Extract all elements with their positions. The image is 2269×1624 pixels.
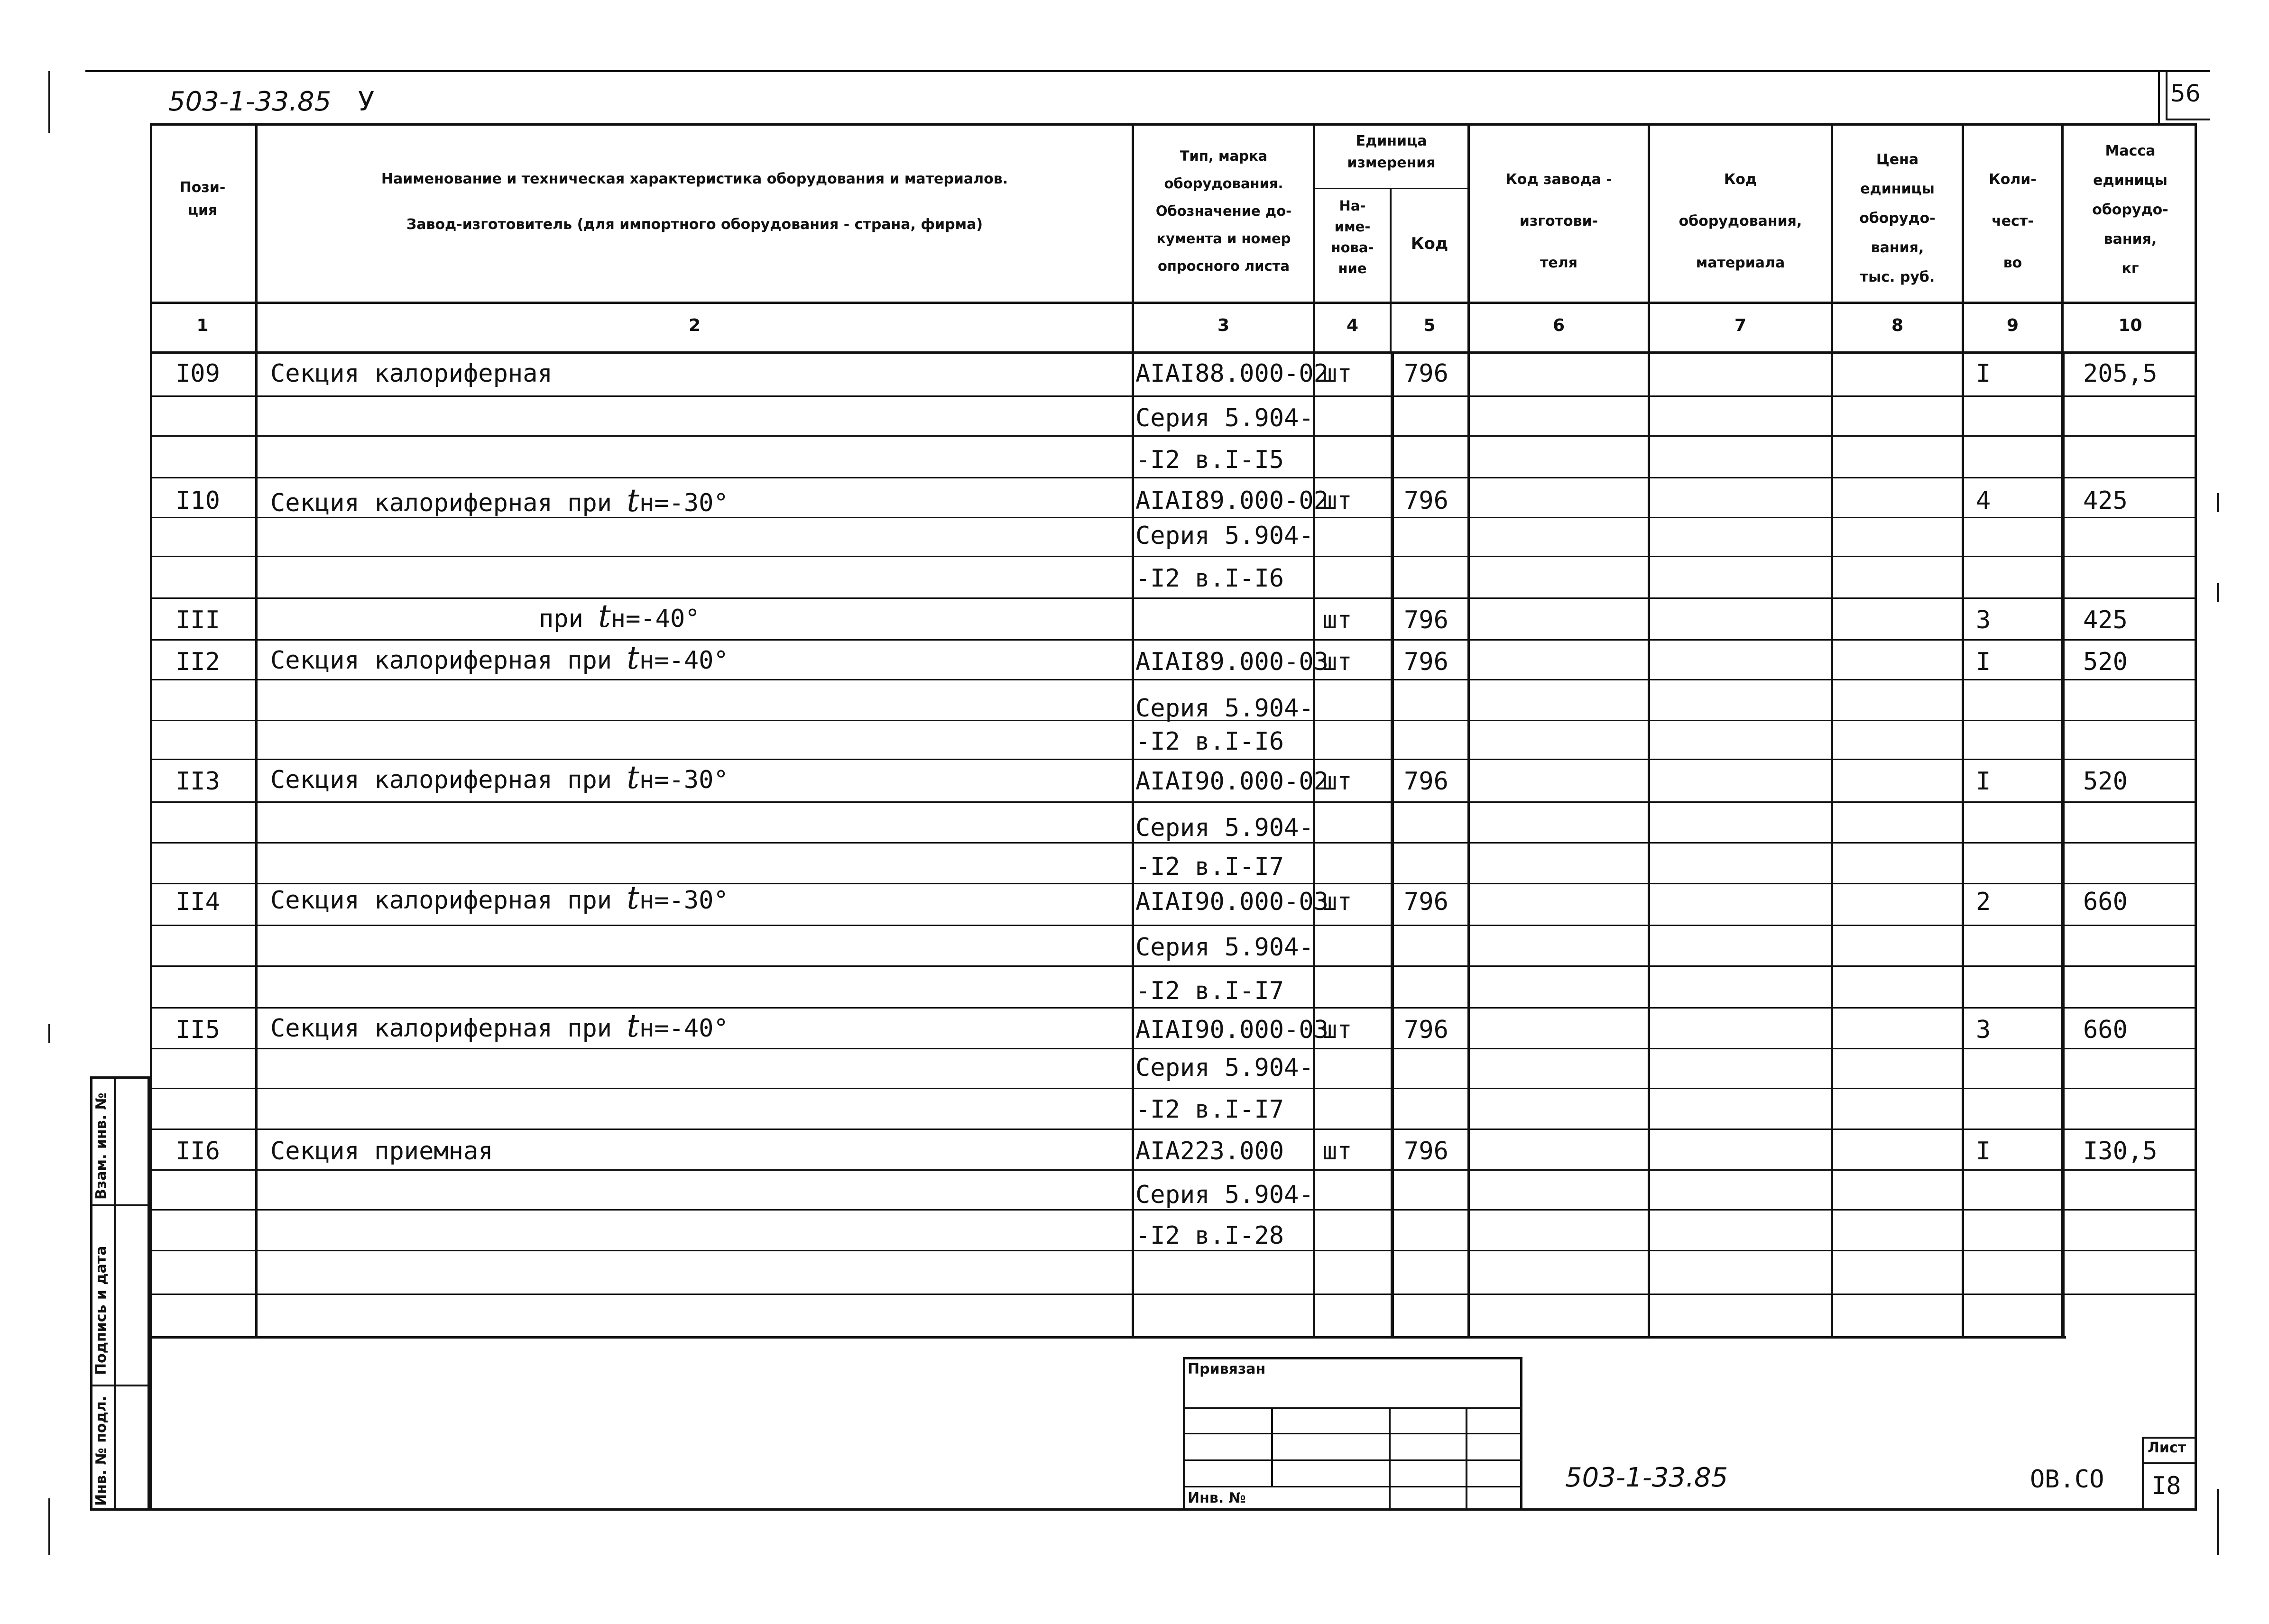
item-doc: Серия 5.904- [1135, 522, 1314, 550]
item-name [270, 880, 729, 916]
col-header-type: Тип, марка оборудования. Обозначение до- кумента и номер опросного листа [1155, 148, 1292, 274]
stamp-doc-suffix: ОВ.СО [2030, 1465, 2104, 1494]
item-unit: шт [1322, 486, 1352, 515]
binding-stamp-row [1183, 1486, 1522, 1487]
col-header-price: Цена единицы оборудо- вания, тыс. руб. [1859, 151, 1936, 285]
col-header-unit-name: На- име- нова- ние [1331, 198, 1374, 276]
item-unit: шт [1322, 1137, 1352, 1165]
item-doc: Серия 5.904- [1135, 694, 1314, 723]
row-rule [150, 1250, 2197, 1251]
item-doc: -I2 в.I-28 [1135, 1221, 1284, 1250]
item-position: II3 [175, 767, 220, 796]
header-bottom-rule [150, 302, 2197, 304]
col-header-mass: Масса единицы оборудо- вания, кг [2092, 143, 2168, 277]
col-number: 6 [1552, 316, 1565, 335]
temperature-symbol: t [627, 880, 639, 916]
col-rule [1467, 123, 1470, 1337]
item-name-text: Секция калориферная при [270, 646, 612, 675]
item-unit-code: 796 [1404, 1016, 1448, 1044]
item-unit-code: 796 [1404, 767, 1448, 796]
item-name: Секция приемная [270, 1137, 493, 1165]
binding-stamp-col [1271, 1407, 1273, 1486]
sheet-box-divider [2142, 1462, 2197, 1464]
body-bottom-rule [150, 1336, 2066, 1339]
temperature-symbol: t [627, 1008, 639, 1044]
col-header-name-line2: Завод-изготовитель (для импортного оборудования - страна, фирма) [406, 216, 983, 233]
row-rule [150, 1088, 2197, 1089]
item-doc: AIAI90.000-02 [1135, 767, 1328, 796]
item-name [270, 482, 729, 519]
item-unit: шт [1322, 1016, 1352, 1044]
edge-mark [48, 1498, 50, 1555]
item-doc: Серия 5.904- [1135, 933, 1314, 962]
item-doc: AIAI89.000-03 [1135, 648, 1328, 676]
item-name-text: при [539, 605, 583, 633]
item-mass: 520 [2083, 767, 2128, 796]
item-unit-code: 796 [1404, 1137, 1448, 1165]
item-doc: Серия 5.904- [1135, 1054, 1314, 1082]
item-doc: Серия 5.904- [1135, 1181, 1314, 1209]
col-number: 3 [1217, 316, 1230, 335]
row-rule [150, 1129, 2197, 1130]
temperature-symbol: t [598, 598, 611, 634]
item-temperature: н=-30° [639, 489, 729, 517]
col-header-unit-code: Код [1411, 234, 1448, 253]
item-doc: Серия 5.904- [1135, 814, 1314, 842]
item-position: II6 [175, 1137, 220, 1165]
item-doc: -I2 в.I-I6 [1135, 727, 1284, 756]
item-name-text: Секция калориферная при [270, 489, 612, 517]
col-rule [1831, 123, 1833, 1337]
item-mass: 425 [2083, 486, 2128, 515]
item-unit: шт [1322, 767, 1352, 796]
item-quantity: I [1976, 1137, 1991, 1165]
item-position: I10 [175, 486, 220, 515]
item-doc: -I2 в.I-I7 [1135, 1095, 1284, 1124]
col-header-unit: Единица измерения [1347, 133, 1436, 171]
item-quantity: 4 [1976, 486, 1991, 515]
sheet-label: Лист [2148, 1440, 2186, 1456]
row-rule [150, 1294, 2197, 1295]
item-quantity: I [1976, 359, 1991, 388]
item-temperature: н=-40° [639, 1014, 729, 1043]
temperature-symbol: t [627, 482, 639, 519]
item-doc: -I2 в.I-I6 [1135, 564, 1284, 593]
item-doc: AIAI88.000-02 [1135, 359, 1328, 388]
col-rule [2061, 351, 2065, 1337]
item-unit: шт [1322, 888, 1352, 916]
item-quantity: I [1976, 648, 1991, 676]
col-rule [1962, 123, 1964, 1337]
item-temperature: н=-30° [639, 886, 729, 915]
row-rule [150, 639, 2197, 641]
row-rule [150, 965, 2197, 967]
item-name [270, 759, 729, 796]
col-number: 1 [196, 316, 209, 335]
item-doc: AIAI90.000-03 [1135, 1016, 1328, 1044]
col-number: 7 [1734, 316, 1747, 335]
col-number: 4 [1346, 316, 1359, 335]
col-number: 9 [2006, 316, 2019, 335]
col-rule [1132, 123, 1134, 1337]
col-rule [1391, 351, 1394, 1337]
col-number: 10 [2118, 316, 2142, 335]
col-number: 5 [1423, 316, 1436, 335]
row-rule [150, 1007, 2197, 1009]
item-mass: 660 [2083, 888, 2128, 916]
row-rule [150, 597, 2197, 599]
item-name-text: Секция калориферная при [270, 766, 612, 794]
item-position: II5 [175, 1016, 220, 1044]
item-name [539, 598, 700, 634]
item-doc: Серия 5.904- [1135, 404, 1314, 432]
item-quantity: 3 [1976, 1016, 1991, 1044]
side-stamp-divider [90, 1076, 92, 1511]
col-rule [1648, 123, 1650, 1337]
inv-number-label: Инв. № [1188, 1490, 1246, 1506]
side-label-signature: Подпись и дата [93, 1246, 110, 1375]
item-name-text: Секция калориферная при [270, 1014, 612, 1043]
side-label-replacement: Взам. инв. № [93, 1092, 110, 1200]
col-header-position: Пози- ция [179, 179, 226, 219]
row-rule [150, 679, 2197, 680]
row-rule [150, 925, 2197, 926]
row-rule [150, 477, 2197, 478]
col-header-name-line1: Наименование и техническая характеристика оборудования и материалов. [381, 171, 1008, 187]
revision-mark: У [358, 86, 375, 117]
item-mass: 660 [2083, 1016, 2128, 1044]
item-position: II4 [175, 888, 220, 916]
number-row-bottom-rule [150, 351, 2197, 354]
item-doc: -I2 в.I-I5 [1135, 446, 1284, 474]
item-unit: шт [1322, 648, 1352, 676]
col-rule [1313, 123, 1315, 1337]
binding-stamp-row [1183, 1407, 1522, 1409]
binding-stamp-col [1389, 1407, 1391, 1511]
row-rule [150, 435, 2197, 437]
item-quantity: 2 [1976, 888, 1991, 916]
item-unit-code: 796 [1404, 359, 1448, 388]
item-name [270, 1008, 729, 1044]
item-quantity: I [1976, 767, 1991, 796]
sheet-number: I8 [2151, 1472, 2181, 1500]
temperature-symbol: t [627, 640, 639, 676]
item-mass: 425 [2083, 606, 2128, 634]
item-unit-code: 796 [1404, 606, 1448, 634]
item-unit: шт [1322, 606, 1352, 634]
row-rule [150, 1169, 2197, 1171]
col-header-quantity: Коли- чест- во [1989, 171, 2037, 271]
doc-code-top: 503-1-33.85 [168, 86, 332, 117]
binding-stamp-col [1466, 1407, 1467, 1511]
edge-mark [2217, 493, 2219, 512]
item-doc: -I2 в.I-I7 [1135, 853, 1284, 881]
stamp-doc-code: 503-1-33.85 [1565, 1462, 1728, 1493]
item-mass: I30,5 [2083, 1137, 2158, 1165]
col-number: 8 [1891, 316, 1904, 335]
item-name-text: Секция калориферная при [270, 886, 612, 915]
item-mass: 205,5 [2083, 359, 2158, 388]
item-temperature: н=-40° [639, 646, 729, 675]
row-rule [150, 801, 2197, 803]
row-rule [150, 556, 2197, 557]
item-doc: AIAI90.000-03 [1135, 888, 1328, 916]
binding-stamp-row [1183, 1433, 1522, 1434]
page-border-right [2158, 71, 2160, 123]
item-unit-code: 796 [1404, 486, 1448, 515]
item-unit-code: 796 [1404, 648, 1448, 676]
item-doc: AIAI89.000-02 [1135, 486, 1328, 515]
col-number: 2 [688, 316, 701, 335]
page-number: 56 [2170, 80, 2201, 107]
item-position: II2 [175, 648, 220, 676]
col-header-factory-code: Код завода - изготови- теля [1505, 171, 1612, 271]
item-name [270, 640, 729, 676]
edge-mark [48, 1024, 50, 1043]
item-doc: AIA223.000 [1135, 1137, 1284, 1165]
col-header-equipment-code: Код оборудования, материала [1679, 171, 1802, 271]
row-rule [150, 759, 2197, 760]
item-temperature: н=-30° [639, 766, 729, 794]
row-rule [150, 395, 2197, 397]
item-position: III [175, 606, 220, 634]
edge-mark [2217, 583, 2219, 602]
item-name: Секция калориферная [270, 359, 553, 388]
side-stamp-col [114, 1076, 116, 1511]
side-label-original: Инв. № подл. [93, 1395, 110, 1506]
item-unit-code: 796 [1404, 888, 1448, 916]
item-unit: шт [1322, 359, 1352, 388]
bound-label: Привязан [1188, 1361, 1266, 1377]
side-stamp-row [90, 1204, 150, 1206]
temperature-symbol: t [627, 759, 639, 796]
item-position: I09 [175, 359, 220, 388]
col-rule [255, 123, 258, 1337]
item-doc: -I2 в.I-I7 [1135, 977, 1284, 1005]
item-quantity: 3 [1976, 606, 1991, 634]
row-rule [150, 1209, 2197, 1211]
item-mass: 520 [2083, 648, 2128, 676]
binding-stamp-row [1183, 1459, 1522, 1461]
item-temperature: н=-40° [610, 605, 700, 633]
edge-mark [2217, 1489, 2219, 1555]
row-rule [150, 1048, 2197, 1049]
page-border-left-mark [48, 71, 50, 133]
row-rule [150, 842, 2197, 844]
side-stamp-row [90, 1385, 150, 1386]
page-border-top [85, 70, 2210, 72]
